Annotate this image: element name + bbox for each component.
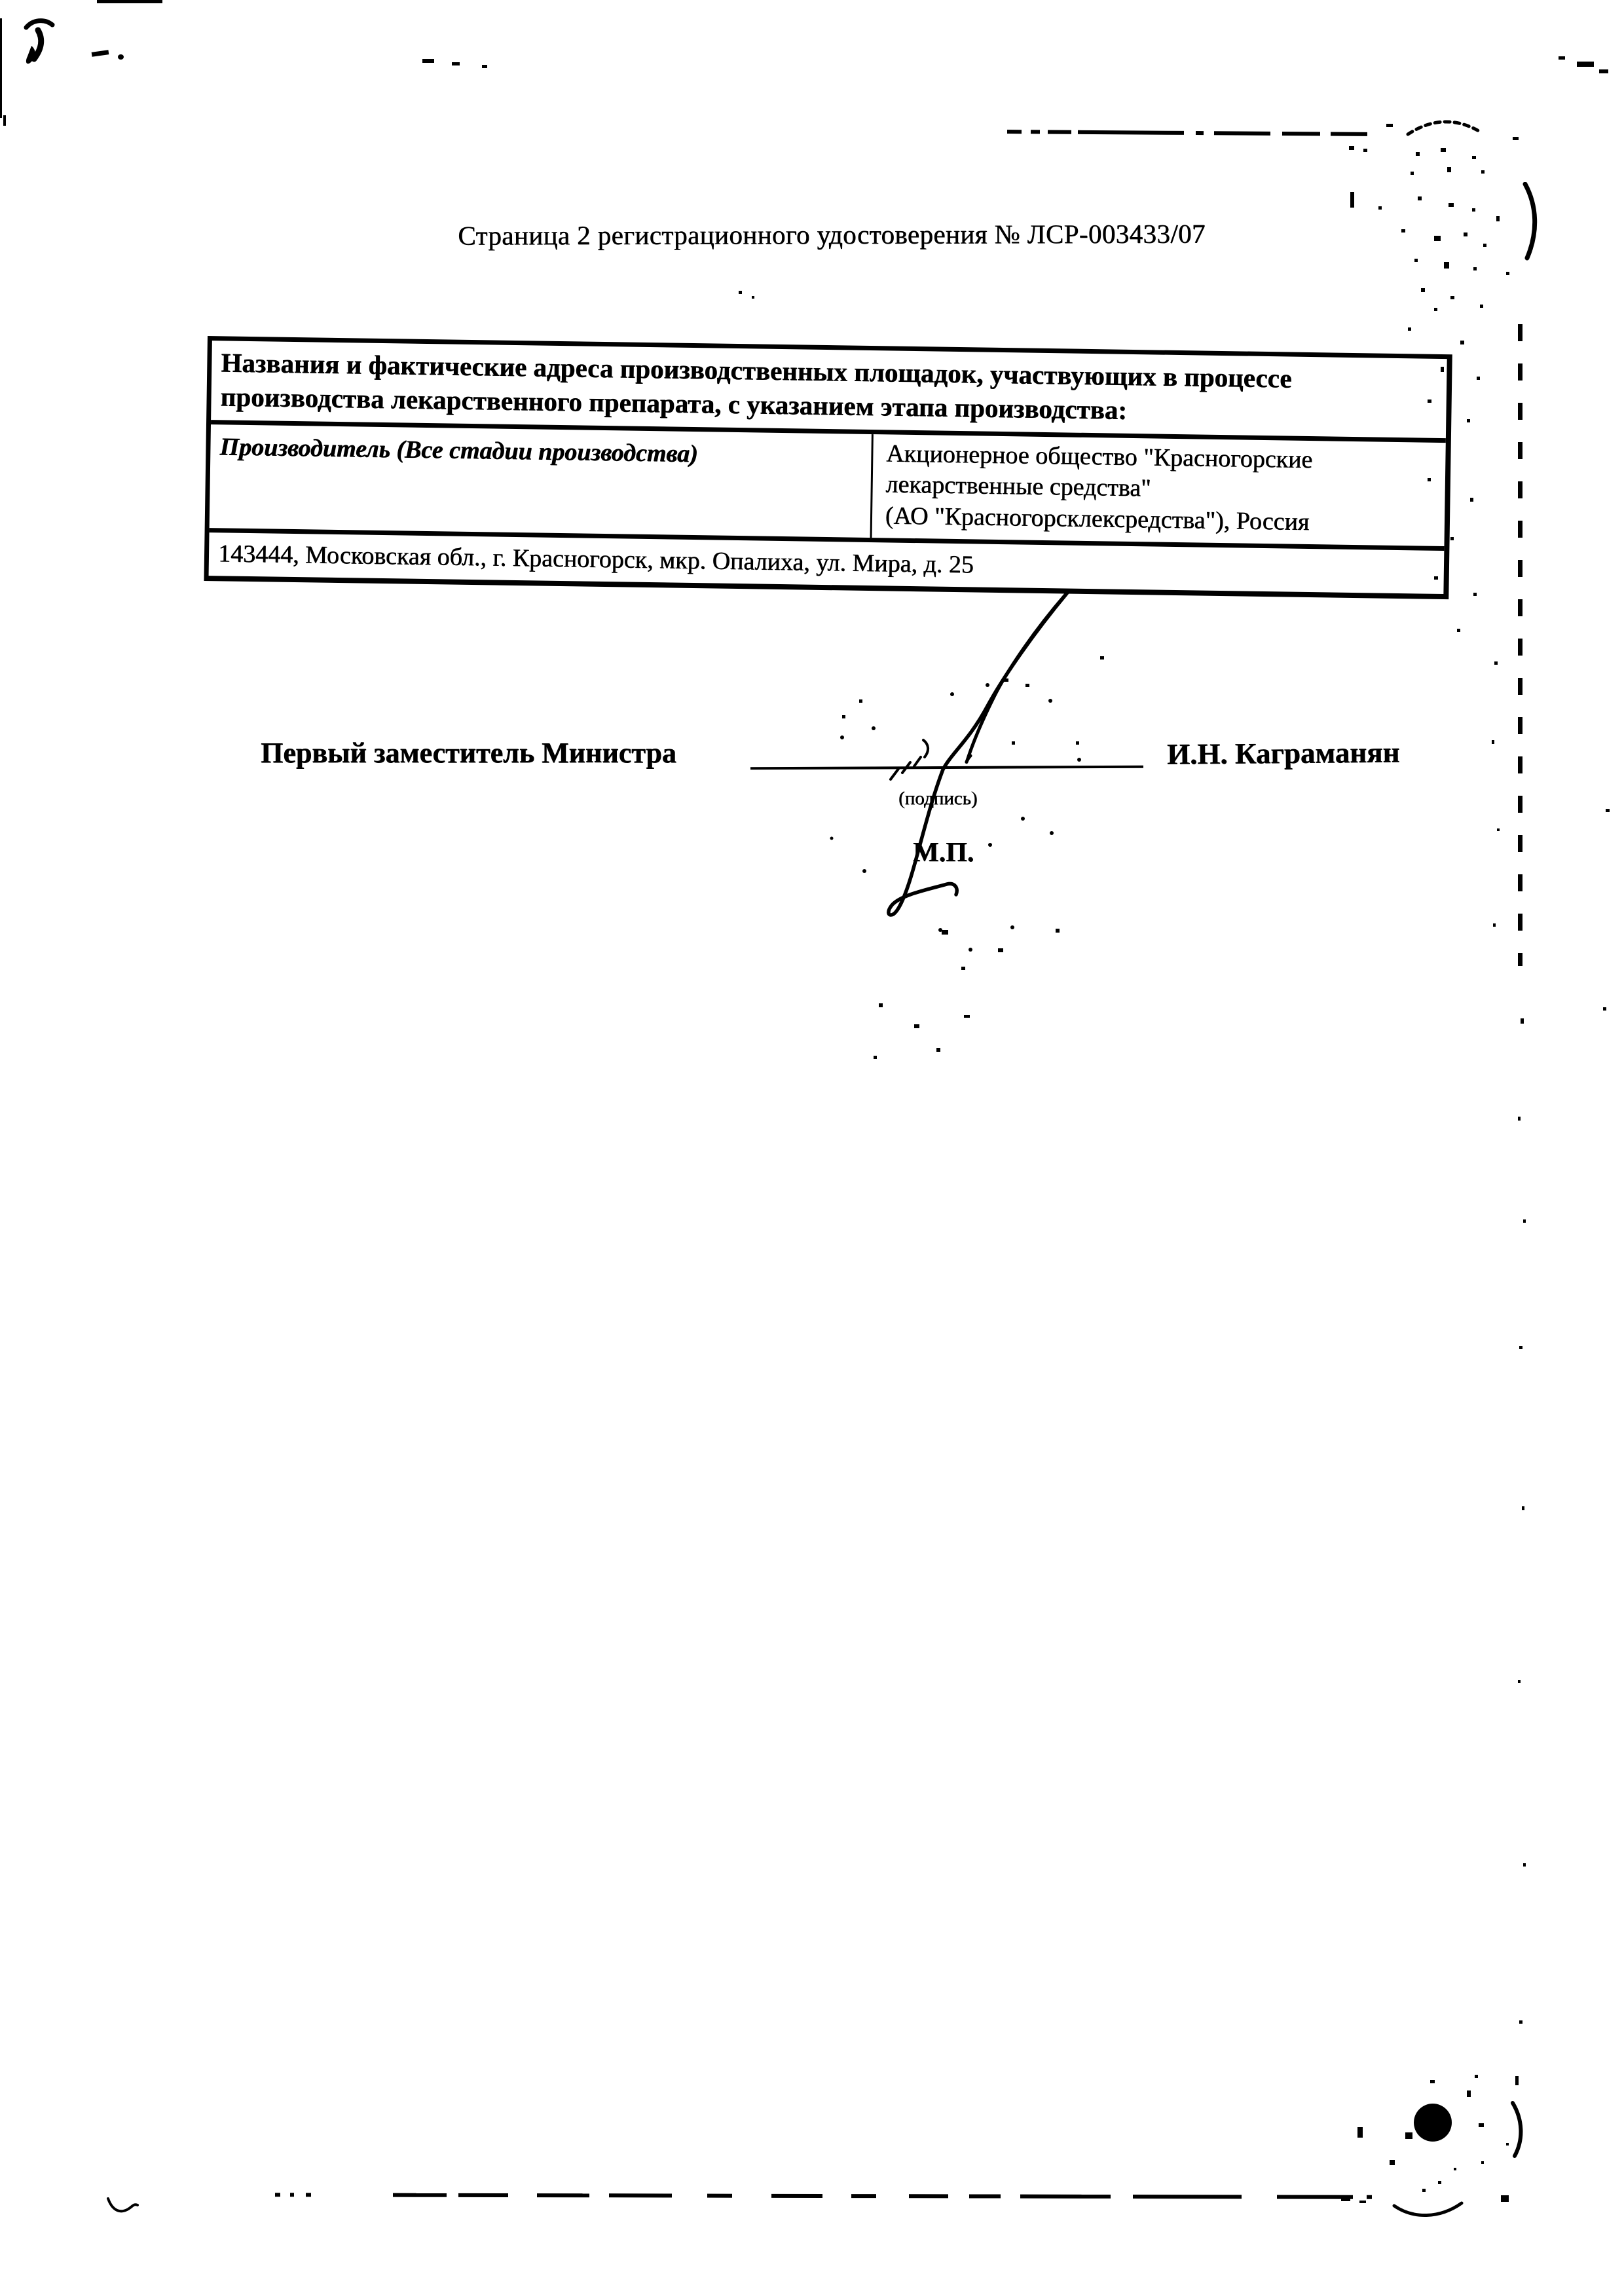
scan-speck-artifact — [1518, 1117, 1521, 1121]
scan-speck-artifact — [1501, 2195, 1509, 2202]
handwritten-signature — [819, 563, 1159, 1035]
scan-speck-artifact — [1441, 367, 1444, 372]
scan-speck-artifact — [1363, 149, 1367, 152]
dash-segment — [1367, 2195, 1372, 2199]
scan-speck-artifact — [1467, 2090, 1471, 2097]
dash-segment — [1282, 132, 1320, 136]
scan-speck-artifact — [1386, 124, 1393, 127]
scan-speck-artifact — [936, 1048, 940, 1052]
scan-speck-artifact — [1438, 2181, 1441, 2184]
dash-segment — [1078, 130, 1184, 135]
bracket-artifact — [1510, 2101, 1528, 2159]
scan-speck-artifact — [1496, 216, 1500, 221]
scan-speck-artifact — [1428, 478, 1431, 481]
scan-speck-artifact — [1523, 1863, 1526, 1867]
scan-speck-artifact — [1519, 2020, 1522, 2024]
scan-speck-artifact — [1449, 203, 1454, 207]
scan-speck-artifact — [1467, 419, 1470, 422]
scan-speck-artifact — [1460, 341, 1464, 344]
producer-address-cell: 143444, Московская обл., г. Красногорск, мкр. Опалиха, ул. Мира, д. 25 — [209, 528, 1445, 594]
scan-speck-artifact — [1350, 192, 1354, 208]
dash-segment — [1007, 130, 1022, 134]
scan-speck-artifact — [1506, 2143, 1509, 2146]
scan-speck-artifact — [1447, 167, 1451, 172]
producer-name-line: Акционерное общество "Красногорские — [885, 439, 1313, 474]
scan-speck-artifact — [1444, 262, 1449, 269]
producer-name-line: (АО "Красногорсклексредства"), Россия — [885, 501, 1310, 536]
dash-segment — [275, 2193, 280, 2197]
scan-speck-artifact — [422, 59, 434, 63]
scan-speck-artifact — [1477, 377, 1480, 380]
scan-speck-artifact — [1434, 308, 1437, 311]
scan-speck-artifact — [1341, 2198, 1350, 2201]
scan-speck-artifact — [1450, 537, 1454, 540]
dash-segment — [393, 2193, 447, 2197]
scan-speck-artifact — [1603, 1007, 1606, 1011]
scan-speck-artifact — [1472, 156, 1476, 159]
scan-speck-artifact — [1519, 1346, 1522, 1349]
scan-speck-artifact — [1416, 152, 1420, 156]
dashed-line-artifact — [1007, 130, 1374, 136]
dashed-line-artifact — [272, 2193, 1378, 2199]
black-dot-artifact — [1414, 2104, 1452, 2142]
dash-segment — [851, 2194, 876, 2198]
scan-speck-artifact — [1523, 1219, 1526, 1223]
scan-speck-artifact — [1473, 593, 1477, 596]
scan-speck-artifact — [482, 65, 487, 68]
scan-speck-artifact — [1434, 236, 1441, 241]
scan-speck-artifact — [1494, 661, 1498, 665]
dash-segment — [537, 2193, 589, 2197]
signatory-name: И.Н. Каграманян — [1166, 735, 1400, 771]
scan-speck-artifact — [1359, 2201, 1366, 2203]
scan-speck-artifact — [1434, 576, 1438, 580]
dash-segment — [306, 2193, 311, 2197]
scan-speck-artifact — [1450, 296, 1454, 299]
scan-speck-artifact — [1470, 498, 1473, 502]
dash-segment — [909, 2194, 948, 2198]
scan-speck-artifact — [1457, 629, 1460, 632]
scan-speck-artifact — [1472, 208, 1475, 212]
scan-dot-artifact — [118, 54, 124, 60]
scan-speck-artifact — [1349, 146, 1354, 150]
dash-segment — [1031, 130, 1040, 134]
table-row — [210, 420, 1446, 546]
scan-speck-artifact — [1521, 1018, 1524, 1024]
fold-line-artifact — [1518, 324, 1522, 966]
stamp-edge-artifact — [1405, 115, 1483, 145]
scan-speck-artifact — [1414, 259, 1418, 262]
scan-speck-artifact — [874, 1056, 877, 1059]
arc-artifact — [1392, 2201, 1466, 2223]
scan-speck-artifact — [1480, 305, 1483, 308]
producer-name-cell — [872, 434, 1446, 546]
scan-speck-artifact — [1401, 229, 1405, 232]
scan-speck-artifact — [1408, 327, 1411, 331]
scan-speck-artifact — [1522, 1506, 1524, 1510]
dash-segment — [771, 2194, 822, 2198]
scan-speck-artifact — [452, 62, 460, 65]
dash-segment — [1331, 132, 1367, 136]
dash-segment — [290, 2193, 294, 2197]
dash-segment — [458, 2193, 508, 2197]
scan-speck-artifact — [1411, 172, 1414, 175]
dash-segment — [1133, 2195, 1242, 2199]
scan-speck-artifact — [1430, 2080, 1435, 2083]
scan-speck-artifact — [1454, 2168, 1456, 2170]
scan-speck-artifact — [752, 296, 754, 299]
scan-speck-artifact — [1447, 452, 1450, 455]
scan-speck-artifact — [1475, 2075, 1478, 2078]
scan-speck-artifact — [0, 18, 2, 118]
scan-speck-artifact — [1497, 828, 1500, 831]
squiggle-artifact — [106, 2197, 140, 2218]
scan-speck-artifact — [1577, 62, 1594, 67]
scan-speck-artifact — [739, 291, 742, 294]
dash-segment — [707, 2194, 732, 2198]
bracket-artifact — [1522, 182, 1541, 261]
scan-speck-artifact — [1481, 2161, 1484, 2164]
scan-speck-artifact — [1441, 148, 1446, 152]
scan-speck-artifact — [1421, 288, 1425, 292]
producer-stage-cell: Производитель (Все стадии производства) — [210, 424, 874, 537]
ink-blot-icon — [24, 17, 58, 71]
dash-segment — [609, 2193, 672, 2197]
dash-segment — [969, 2194, 1001, 2198]
scan-speck-artifact — [1357, 2127, 1363, 2138]
scan-dash-artifact — [92, 50, 109, 57]
scan-speck-artifact — [1405, 2132, 1412, 2139]
scan-speck-artifact — [1483, 244, 1486, 247]
scan-speck-artifact — [1473, 267, 1477, 270]
seal-placeholder: М.П. — [913, 838, 974, 868]
scan-speck-artifact — [1492, 740, 1494, 744]
scan-speck-artifact — [1422, 2189, 1426, 2192]
scan-speck-artifact — [1481, 170, 1485, 174]
scan-speck-artifact — [1390, 2160, 1395, 2165]
scan-speck-artifact — [1378, 206, 1382, 210]
scan-speck-artifact — [1513, 137, 1519, 140]
scan-speck-artifact — [1559, 56, 1565, 60]
dash-segment — [1196, 131, 1204, 135]
scan-speck-artifact — [1428, 399, 1431, 403]
page-title: Страница 2 регистрационного удостоверения № ЛСР-003433/07 — [458, 218, 1206, 251]
scan-speck-artifact — [1493, 923, 1496, 927]
manufacturers-table — [204, 336, 1452, 599]
scan-speck-artifact — [1599, 69, 1608, 73]
scan-speck-artifact — [1479, 2123, 1484, 2127]
signatory-title: Первый заместитель Министра — [261, 737, 676, 769]
scan-speck-artifact — [1418, 196, 1422, 200]
dash-segment — [1020, 2195, 1111, 2199]
producer-name-line: лекарственные средства" — [885, 470, 1151, 502]
scan-speck-artifact — [1506, 272, 1509, 275]
dash-segment — [1048, 130, 1071, 134]
scan-speck-artifact — [1606, 809, 1610, 812]
table-header-cell: Названия и фактические адреса производственных площадок, участвующих в процессе производства лекарственного препарата, с указанием этапа производства: — [220, 347, 1292, 425]
signature-caption: (подпись) — [898, 788, 978, 809]
scan-speck-artifact — [1518, 1680, 1521, 1683]
scan-speck-artifact — [97, 0, 162, 3]
scan-speck-artifact — [3, 115, 6, 126]
scan-speck-artifact — [1515, 2076, 1519, 2085]
scan-speck-artifact — [1464, 232, 1467, 236]
dash-segment — [1214, 131, 1270, 136]
